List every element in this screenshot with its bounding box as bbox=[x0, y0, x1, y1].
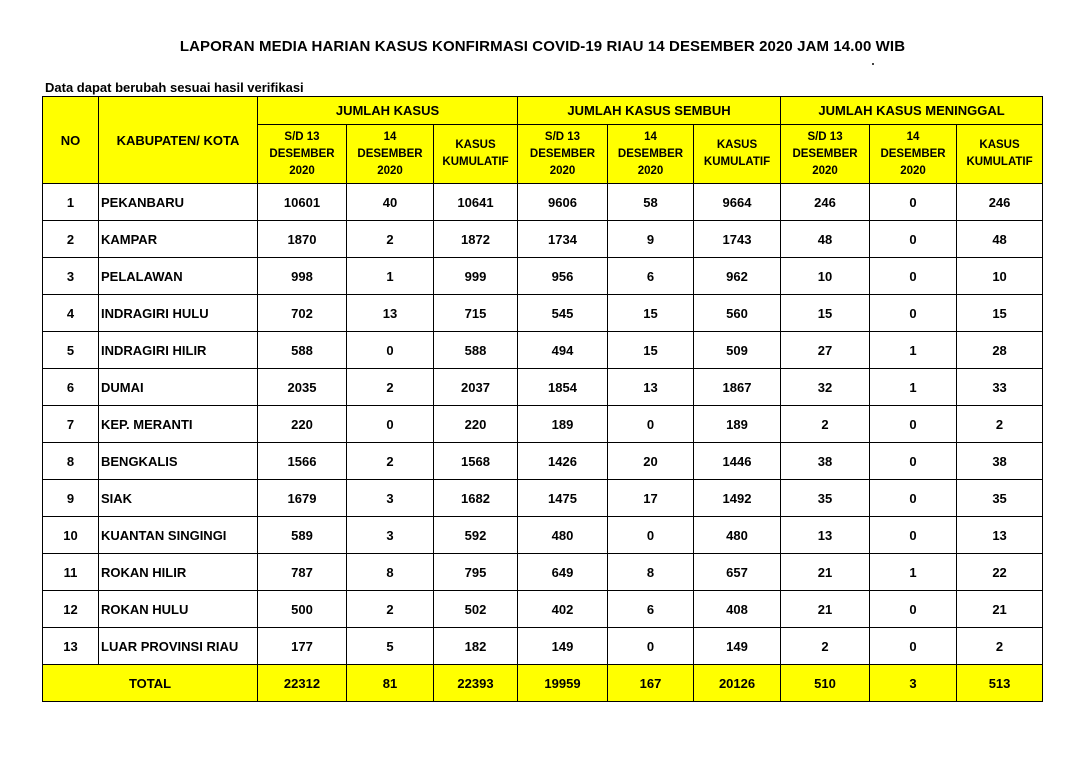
subheader-until-13: S/D 13 DESEMBER 2020 bbox=[518, 125, 608, 184]
cell-cases-until: 1679 bbox=[258, 480, 347, 517]
cell-recovered-day: 6 bbox=[608, 591, 694, 628]
total-row bbox=[43, 665, 1043, 702]
cell-cases-cumulative: 182 bbox=[434, 628, 518, 665]
table-row bbox=[43, 184, 1043, 221]
cell-cases-cumulative: 502 bbox=[434, 591, 518, 628]
total-recovered-until: 19959 bbox=[518, 665, 608, 702]
cell-cases-cumulative: 1872 bbox=[434, 221, 518, 258]
cell-cases-day: 2 bbox=[347, 221, 434, 258]
row-number: 11 bbox=[43, 554, 99, 591]
cell-deaths-until: 2 bbox=[781, 406, 870, 443]
cell-recovered-day: 9 bbox=[608, 221, 694, 258]
cell-recovered-day: 17 bbox=[608, 480, 694, 517]
cell-recovered-until: 1854 bbox=[518, 369, 608, 406]
total-cases-until: 22312 bbox=[258, 665, 347, 702]
cell-recovered-until: 402 bbox=[518, 591, 608, 628]
cell-cases-cumulative: 1568 bbox=[434, 443, 518, 480]
row-number: 1 bbox=[43, 184, 99, 221]
cell-deaths-until: 10 bbox=[781, 258, 870, 295]
cell-deaths-day: 0 bbox=[870, 443, 957, 480]
cell-cases-until: 702 bbox=[258, 295, 347, 332]
cell-recovered-until: 149 bbox=[518, 628, 608, 665]
cell-cases-until: 998 bbox=[258, 258, 347, 295]
table-row bbox=[43, 443, 1043, 480]
region-name: KAMPAR bbox=[99, 221, 258, 258]
cell-recovered-until: 545 bbox=[518, 295, 608, 332]
subheader-cumulative: KASUS KUMULATIF bbox=[694, 125, 781, 184]
cell-deaths-day: 0 bbox=[870, 258, 957, 295]
subheader-until-13: S/D 13 DESEMBER 2020 bbox=[781, 125, 870, 184]
region-name: PEKANBARU bbox=[99, 184, 258, 221]
cell-deaths-cumulative: 21 bbox=[957, 591, 1043, 628]
cell-recovered-until: 9606 bbox=[518, 184, 608, 221]
cell-cases-cumulative: 220 bbox=[434, 406, 518, 443]
cell-deaths-cumulative: 2 bbox=[957, 406, 1043, 443]
report-title: LAPORAN MEDIA HARIAN KASUS KONFIRMASI COVID-19 RIAU 14 DESEMBER 2020 JAM 14.00 WIB bbox=[179, 38, 906, 55]
cell-cases-cumulative: 2037 bbox=[434, 369, 518, 406]
cell-recovered-day: 20 bbox=[608, 443, 694, 480]
cell-deaths-cumulative: 10 bbox=[957, 258, 1043, 295]
cell-deaths-cumulative: 15 bbox=[957, 295, 1043, 332]
cell-cases-until: 500 bbox=[258, 591, 347, 628]
cell-cases-day: 1 bbox=[347, 258, 434, 295]
cell-recovered-day: 13 bbox=[608, 369, 694, 406]
cell-cases-day: 2 bbox=[347, 369, 434, 406]
header-group-recovered: JUMLAH KASUS SEMBUH bbox=[518, 97, 781, 125]
total-label: TOTAL bbox=[43, 665, 258, 702]
cell-recovered-day: 6 bbox=[608, 258, 694, 295]
cell-deaths-day: 1 bbox=[870, 554, 957, 591]
cell-deaths-cumulative: 2 bbox=[957, 628, 1043, 665]
cell-recovered-cumulative: 509 bbox=[694, 332, 781, 369]
region-name: ROKAN HULU bbox=[99, 591, 258, 628]
total-recovered-day: 167 bbox=[608, 665, 694, 702]
table-row bbox=[43, 258, 1043, 295]
cell-deaths-day: 1 bbox=[870, 332, 957, 369]
cell-deaths-day: 0 bbox=[870, 591, 957, 628]
cell-deaths-cumulative: 38 bbox=[957, 443, 1043, 480]
cell-recovered-cumulative: 9664 bbox=[694, 184, 781, 221]
cell-deaths-until: 21 bbox=[781, 554, 870, 591]
cell-cases-day: 2 bbox=[347, 591, 434, 628]
table-row bbox=[43, 480, 1043, 517]
cell-deaths-day: 0 bbox=[870, 295, 957, 332]
cell-recovered-cumulative: 189 bbox=[694, 406, 781, 443]
total-cases-day: 81 bbox=[347, 665, 434, 702]
cell-cases-day: 3 bbox=[347, 517, 434, 554]
cell-deaths-day: 0 bbox=[870, 517, 957, 554]
cell-deaths-until: 246 bbox=[781, 184, 870, 221]
subheader-day-14: 14 DESEMBER 2020 bbox=[608, 125, 694, 184]
row-number: 7 bbox=[43, 406, 99, 443]
total-cases-cumulative: 22393 bbox=[434, 665, 518, 702]
cell-deaths-until: 13 bbox=[781, 517, 870, 554]
row-number: 8 bbox=[43, 443, 99, 480]
cell-recovered-day: 8 bbox=[608, 554, 694, 591]
cell-recovered-cumulative: 657 bbox=[694, 554, 781, 591]
subheader-day-14: 14 DESEMBER 2020 bbox=[347, 125, 434, 184]
cell-recovered-day: 0 bbox=[608, 517, 694, 554]
cell-recovered-until: 649 bbox=[518, 554, 608, 591]
cell-recovered-cumulative: 1492 bbox=[694, 480, 781, 517]
region-name: BENGKALIS bbox=[99, 443, 258, 480]
header-group-deaths: JUMLAH KASUS MENINGGAL bbox=[781, 97, 1043, 125]
cell-cases-cumulative: 588 bbox=[434, 332, 518, 369]
row-number: 4 bbox=[43, 295, 99, 332]
cell-deaths-until: 38 bbox=[781, 443, 870, 480]
row-number: 3 bbox=[43, 258, 99, 295]
cell-cases-day: 2 bbox=[347, 443, 434, 480]
cell-deaths-until: 21 bbox=[781, 591, 870, 628]
cell-cases-cumulative: 999 bbox=[434, 258, 518, 295]
cell-deaths-cumulative: 246 bbox=[957, 184, 1043, 221]
cell-deaths-day: 0 bbox=[870, 221, 957, 258]
row-number: 9 bbox=[43, 480, 99, 517]
cell-cases-day: 0 bbox=[347, 406, 434, 443]
cell-cases-until: 588 bbox=[258, 332, 347, 369]
cell-recovered-cumulative: 1743 bbox=[694, 221, 781, 258]
cell-recovered-until: 480 bbox=[518, 517, 608, 554]
row-number: 6 bbox=[43, 369, 99, 406]
verification-note: Data dapat berubah sesuai hasil verifikasi bbox=[45, 80, 304, 95]
cell-cases-day: 0 bbox=[347, 332, 434, 369]
row-number: 5 bbox=[43, 332, 99, 369]
cell-cases-until: 10601 bbox=[258, 184, 347, 221]
table-row bbox=[43, 332, 1043, 369]
region-name: SIAK bbox=[99, 480, 258, 517]
cell-deaths-day: 0 bbox=[870, 184, 957, 221]
covid-cases-table bbox=[42, 96, 1043, 702]
total-deaths-cumulative: 513 bbox=[957, 665, 1043, 702]
cell-cases-until: 2035 bbox=[258, 369, 347, 406]
cell-cases-until: 1870 bbox=[258, 221, 347, 258]
cell-recovered-until: 189 bbox=[518, 406, 608, 443]
cell-deaths-day: 0 bbox=[870, 480, 957, 517]
table-row bbox=[43, 628, 1043, 665]
cell-recovered-cumulative: 480 bbox=[694, 517, 781, 554]
table-row bbox=[43, 554, 1043, 591]
region-name: ROKAN HILIR bbox=[99, 554, 258, 591]
cell-recovered-day: 15 bbox=[608, 295, 694, 332]
cell-cases-day: 40 bbox=[347, 184, 434, 221]
region-name: INDRAGIRI HILIR bbox=[99, 332, 258, 369]
table-row bbox=[43, 221, 1043, 258]
cell-deaths-until: 35 bbox=[781, 480, 870, 517]
cell-recovered-cumulative: 560 bbox=[694, 295, 781, 332]
cell-cases-cumulative: 1682 bbox=[434, 480, 518, 517]
cell-deaths-until: 32 bbox=[781, 369, 870, 406]
row-number: 13 bbox=[43, 628, 99, 665]
cell-recovered-until: 956 bbox=[518, 258, 608, 295]
cell-cases-cumulative: 795 bbox=[434, 554, 518, 591]
table-row bbox=[43, 406, 1043, 443]
region-name: DUMAI bbox=[99, 369, 258, 406]
cell-recovered-cumulative: 962 bbox=[694, 258, 781, 295]
cell-cases-day: 3 bbox=[347, 480, 434, 517]
cell-cases-until: 177 bbox=[258, 628, 347, 665]
cell-recovered-day: 0 bbox=[608, 406, 694, 443]
table-row bbox=[43, 295, 1043, 332]
cell-cases-day: 8 bbox=[347, 554, 434, 591]
row-number: 2 bbox=[43, 221, 99, 258]
region-name: INDRAGIRI HULU bbox=[99, 295, 258, 332]
cell-recovered-cumulative: 149 bbox=[694, 628, 781, 665]
cell-recovered-day: 58 bbox=[608, 184, 694, 221]
cell-recovered-day: 0 bbox=[608, 628, 694, 665]
cell-deaths-cumulative: 33 bbox=[957, 369, 1043, 406]
subheader-until-13: S/D 13 DESEMBER 2020 bbox=[258, 125, 347, 184]
cell-deaths-cumulative: 35 bbox=[957, 480, 1043, 517]
total-deaths-until: 510 bbox=[781, 665, 870, 702]
region-name: PELALAWAN bbox=[99, 258, 258, 295]
cell-cases-until: 589 bbox=[258, 517, 347, 554]
cell-deaths-until: 15 bbox=[781, 295, 870, 332]
cell-cases-day: 13 bbox=[347, 295, 434, 332]
total-deaths-day: 3 bbox=[870, 665, 957, 702]
cell-recovered-cumulative: 1446 bbox=[694, 443, 781, 480]
cell-recovered-day: 15 bbox=[608, 332, 694, 369]
cell-recovered-until: 1734 bbox=[518, 221, 608, 258]
cell-cases-cumulative: 592 bbox=[434, 517, 518, 554]
total-recovered-cumulative: 20126 bbox=[694, 665, 781, 702]
cell-cases-until: 787 bbox=[258, 554, 347, 591]
cell-cases-cumulative: 10641 bbox=[434, 184, 518, 221]
cell-deaths-day: 0 bbox=[870, 628, 957, 665]
cell-deaths-cumulative: 13 bbox=[957, 517, 1043, 554]
cell-deaths-until: 48 bbox=[781, 221, 870, 258]
header-region: KABUPATEN/ KOTA bbox=[99, 97, 258, 184]
cell-deaths-day: 1 bbox=[870, 369, 957, 406]
table-row bbox=[43, 369, 1043, 406]
cell-deaths-cumulative: 22 bbox=[957, 554, 1043, 591]
subheader-day-14: 14 DESEMBER 2020 bbox=[870, 125, 957, 184]
cell-deaths-day: 0 bbox=[870, 406, 957, 443]
region-name: LUAR PROVINSI RIAU bbox=[99, 628, 258, 665]
header-no: NO bbox=[43, 97, 99, 184]
cell-deaths-until: 27 bbox=[781, 332, 870, 369]
cell-deaths-cumulative: 28 bbox=[957, 332, 1043, 369]
subheader-cumulative: KASUS KUMULATIF bbox=[957, 125, 1043, 184]
row-number: 10 bbox=[43, 517, 99, 554]
cell-recovered-until: 1475 bbox=[518, 480, 608, 517]
cell-recovered-cumulative: 408 bbox=[694, 591, 781, 628]
subheader-cumulative: KASUS KUMULATIF bbox=[434, 125, 518, 184]
table-row bbox=[43, 517, 1043, 554]
cell-cases-until: 1566 bbox=[258, 443, 347, 480]
header-group-cases: JUMLAH KASUS bbox=[258, 97, 518, 125]
cell-cases-until: 220 bbox=[258, 406, 347, 443]
cell-cases-day: 5 bbox=[347, 628, 434, 665]
cell-deaths-cumulative: 48 bbox=[957, 221, 1043, 258]
stray-dot bbox=[872, 63, 874, 65]
cell-cases-cumulative: 715 bbox=[434, 295, 518, 332]
cell-recovered-until: 1426 bbox=[518, 443, 608, 480]
cell-recovered-cumulative: 1867 bbox=[694, 369, 781, 406]
cell-recovered-until: 494 bbox=[518, 332, 608, 369]
row-number: 12 bbox=[43, 591, 99, 628]
region-name: KEP. MERANTI bbox=[99, 406, 258, 443]
table-row bbox=[43, 591, 1043, 628]
region-name: KUANTAN SINGINGI bbox=[99, 517, 258, 554]
cell-deaths-until: 2 bbox=[781, 628, 870, 665]
